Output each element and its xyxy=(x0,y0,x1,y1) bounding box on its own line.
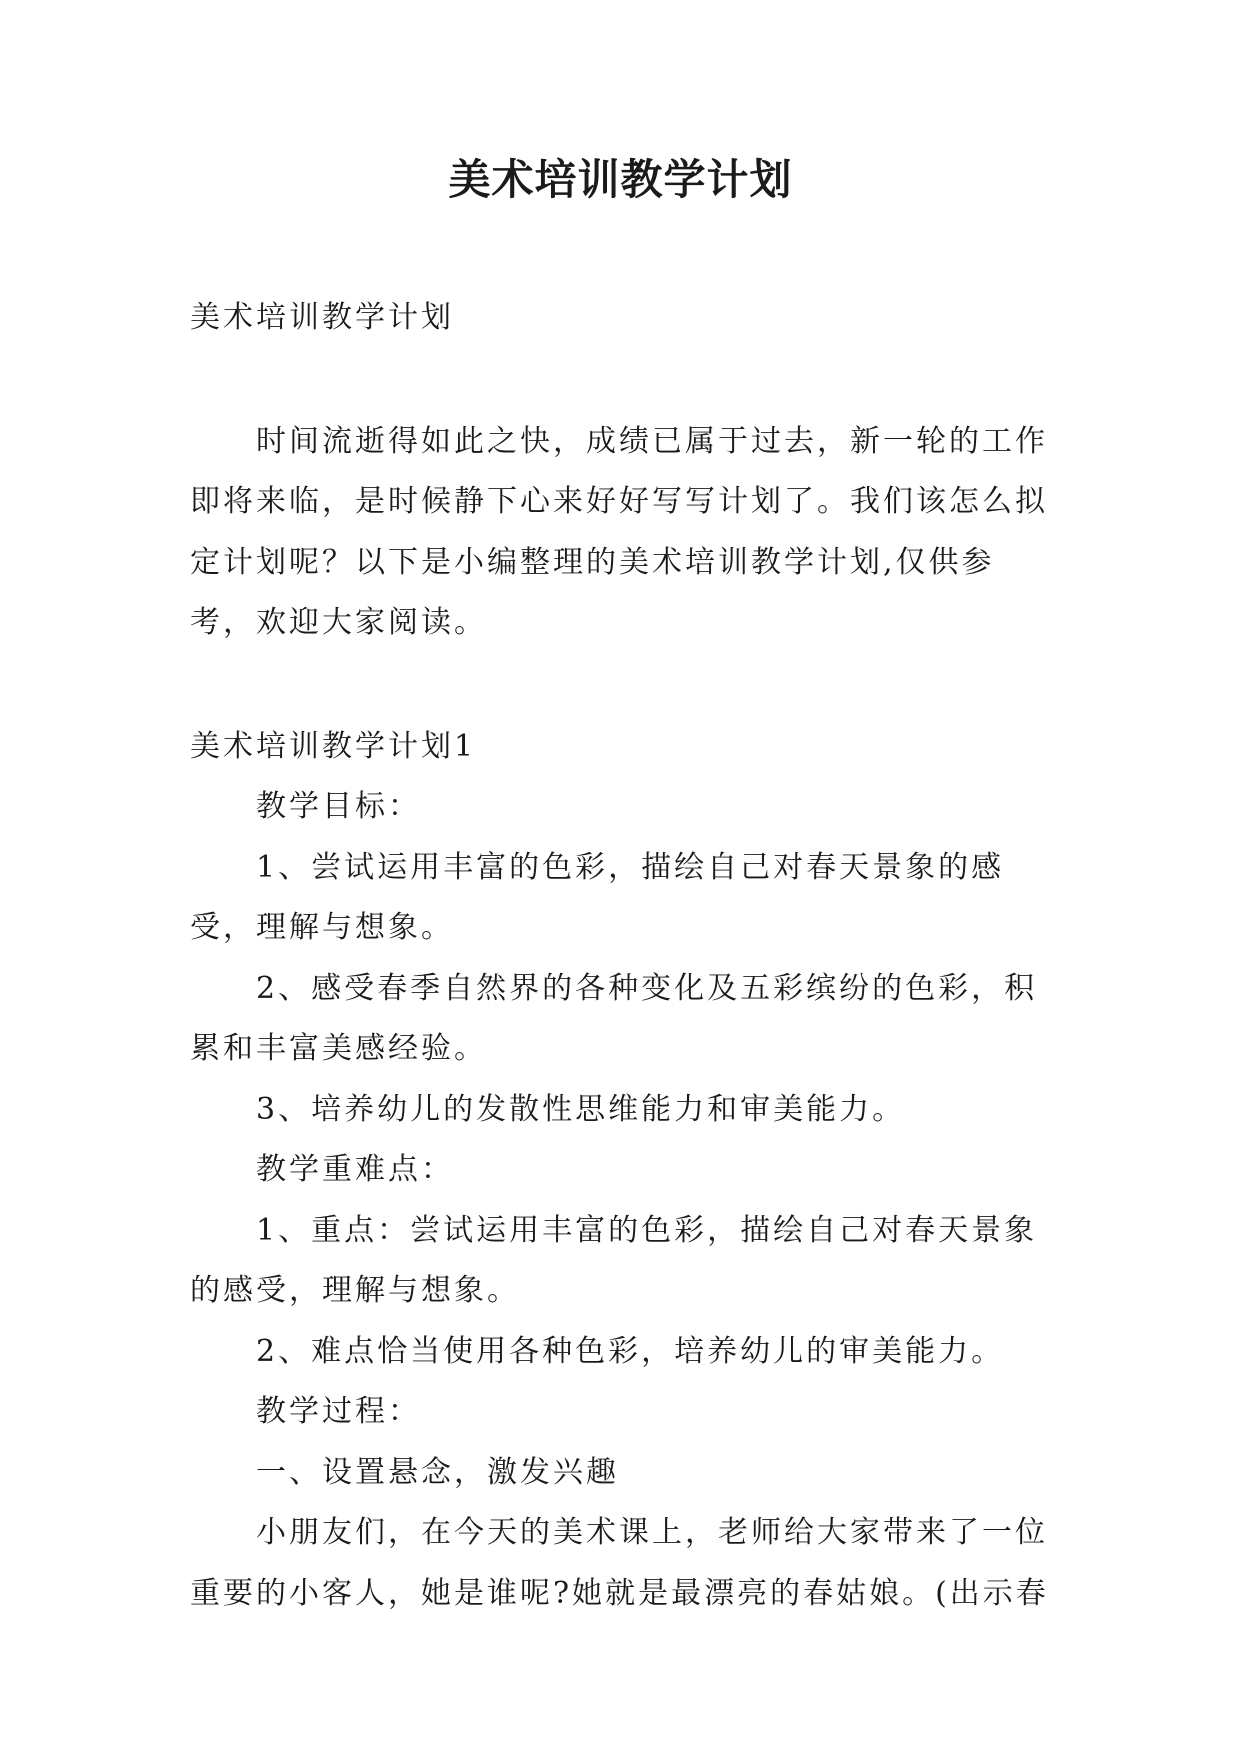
section-heading: 美术培训教学计划1 xyxy=(190,728,477,764)
paragraph-key-points-heading: 教学重难点： xyxy=(256,1152,454,1187)
document-body xyxy=(190,288,1050,1624)
paragraph-goal-1: 1、尝试运用丰富的色彩，描绘自己对春天景象的感受，理解与想象。 xyxy=(190,849,1005,945)
paragraph-goal-2: 2、感受春季自然界的各种变化及五彩缤纷的色彩，积累和丰富美感经验。 xyxy=(190,970,1038,1066)
intro-paragraph: 时间流逝得如此之快，成绩已属于过去，新一轮的工作即将来临，是时候静下心来好好写写计划了。我们该怎么拟定计划呢？以下是小编整理的美术培训教学计划,仅供参考，欢迎大家阅读。 xyxy=(190,423,1048,640)
paragraph-teaching-goals-heading: 教学目标： xyxy=(256,789,421,824)
paragraph-step-1-text: 小朋友们，在今天的美术课上，老师给大家带来了一位重要的小客人，她是谁呢?她就是最漂亮的春姑娘。(出示春 xyxy=(190,1515,1049,1611)
document-title: 美术培训教学计划 xyxy=(448,155,793,204)
paragraph-goal-3: 3、培养幼儿的发散性思维能力和审美能力。 xyxy=(256,1091,906,1127)
paragraph-step-1-heading: 一、设置悬念，激发兴趣 xyxy=(256,1454,619,1490)
paragraph-key-point-1: 1、重点：尝试运用丰富的色彩，描绘自己对春天景象的感受，理解与想象。 xyxy=(190,1212,1038,1308)
document-subtitle: 美术培训教学计划 xyxy=(190,300,454,335)
paragraph-process-heading: 教学过程： xyxy=(256,1394,421,1429)
paragraph-key-point-2: 2、难点恰当使用各种色彩，培养幼儿的审美能力。 xyxy=(256,1333,1005,1369)
